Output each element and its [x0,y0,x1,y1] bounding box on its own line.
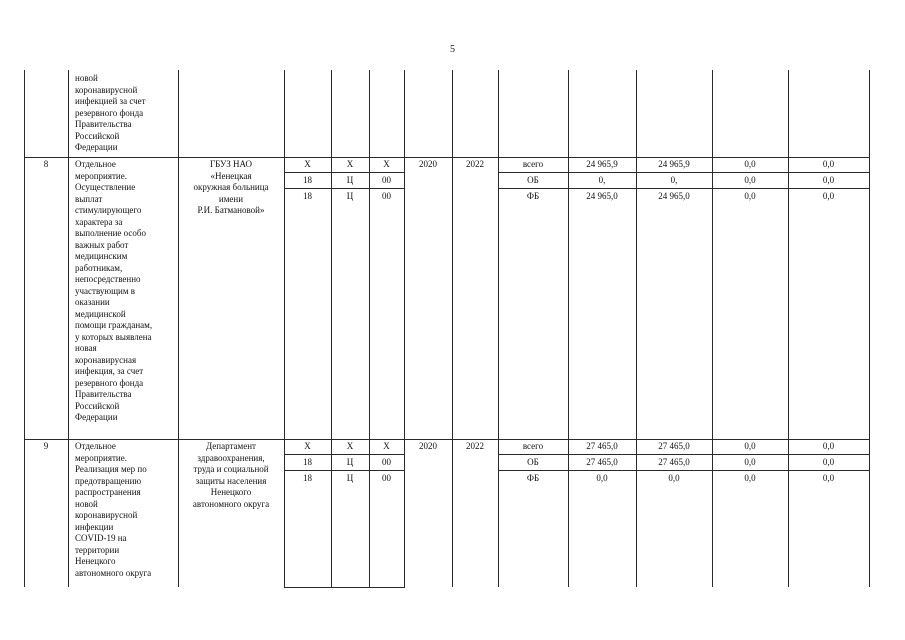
funding-amount: 0,0 [744,473,756,483]
measure-name-line: COVID-19 на [75,533,127,543]
measure-name-line: инфекции [75,521,114,532]
executor [180,159,282,217]
code-subrow-rule [284,454,405,455]
column-rule [452,70,453,587]
continuation-text-line: новой [75,73,98,83]
measure-name-line: оказании [75,297,110,307]
measure-name-line: у которых выявлена [75,331,152,342]
funding-amount: 24 965,9 [586,159,618,169]
budget-code: 00 [382,191,391,201]
funding-amount: 27 465,0 [658,441,690,451]
funding-source: всего [522,441,544,451]
column-rule [284,70,285,587]
funding-amount: 0,0 [822,159,835,169]
budget-code: 00 [382,473,391,483]
measure-name-line: коронавирусная [75,354,137,365]
funding-amount: 0,0 [822,457,835,467]
measure-name-line: коронавирусной [75,510,138,520]
funding-amount: 24 965,0 [586,191,618,201]
budget-code: Х [383,159,390,169]
funding-amount: 0,0 [822,191,835,201]
measure-name-line: медицинской [75,308,126,319]
executor-line: труда и социальной [193,464,269,474]
executor-line: «Ненецкая [210,170,252,181]
funding-source: всего [522,159,544,169]
measure-name-line: Федерации [75,412,118,422]
funding-amount: 0,0 [744,441,756,451]
measure-name-line: выплат [75,193,103,204]
funding-amount: 24 965,0 [658,191,690,201]
measure-name-line: автономного округа [75,567,152,578]
measure-name-line: Отдельное [75,159,116,169]
executor-line: имени [218,193,244,204]
budget-code: 18 [303,175,312,185]
continuation-text [75,73,175,154]
column-rule [68,70,69,587]
end-year: 2022 [466,441,484,451]
measure-name-line: новая [75,343,97,353]
column-rule [24,70,25,587]
executor-line: здравоохранения, [197,452,265,463]
finance-subrow-rule [498,454,870,455]
funding-amount: 0,0 [596,473,608,483]
code-subrow-rule [284,172,405,173]
column-rule [869,70,870,587]
measure-name [75,441,177,579]
measure-name [75,159,177,424]
continuation-text-line: коронавирусной [75,84,138,95]
funding-amount: 0,0 [744,457,756,467]
end-year: 2022 [466,159,484,169]
start-year: 2020 [419,159,437,169]
code-subrow-rule [284,188,405,189]
funding-amount: 24 965,9 [658,159,690,169]
column-rule [178,70,179,587]
page-number: 5 [450,44,455,55]
measure-name-line: Ненецкого [75,556,116,566]
code-subrow-rule [284,470,405,471]
code-bottom-rule [284,587,405,588]
funding-amount: 0,0 [822,473,835,483]
finance-subrow-rule [498,172,870,173]
measure-name-line: Правительства [75,389,132,399]
continuation-text-line: Правительства [75,119,132,129]
measure-name-line: участвующим в [75,285,136,296]
column-rule [498,70,499,587]
measure-name-line: Реализация мер по [75,464,147,474]
executor-line: окружная больница [193,182,269,192]
executor-line: Ненецкого [210,487,252,497]
funding-source: ФБ [526,191,540,201]
funding-amount: 0,0 [668,473,680,483]
budget-code: 18 [303,191,312,201]
budget-code: Ц [346,457,354,467]
funding-amount: 27 465,0 [586,441,618,451]
funding-amount: 0,0 [744,191,756,201]
measure-name-line: медицинским [75,251,128,261]
measure-name-line: предотвращению [75,475,142,486]
funding-amount: 0, [598,175,606,185]
measure-name-line: Отдельное [75,441,116,451]
budget-code: 18 [303,473,312,483]
column-rule [404,70,405,587]
column-rule [636,70,637,587]
budget-code: Х [346,159,354,169]
executor-line: Департамент [206,441,256,451]
measure-name-line: резервного фонда [75,377,144,388]
funding-amount: 0, [670,175,678,185]
budget-code: 00 [382,175,391,185]
executor-line: автономного округа [192,498,270,509]
executor-line: ГБУЗ НАО [209,159,253,169]
budget-code: Ц [346,175,354,185]
measure-name-line: Осуществление [75,182,136,192]
executor [180,441,282,510]
funding-amount: 27 465,0 [586,457,618,467]
continuation-text-line: инфекцией за счет [75,96,146,106]
finance-subrow-rule [498,188,870,189]
measure-name-line: характера за [75,216,123,227]
budget-code: 18 [303,457,312,467]
executor-line: защиты населения [195,475,267,486]
measure-name-line: инфекция, за счет [75,366,144,376]
row-number: 9 [43,441,49,451]
measure-name-line: выполнение особо [75,228,146,238]
budget-code: 00 [382,457,391,467]
measure-name-line: распространения [75,487,141,497]
measure-name-line: непосредственно [75,274,141,284]
funding-source: ОБ [527,457,539,467]
funding-source: ОБ [527,175,539,185]
funding-amount: 0,0 [822,441,835,451]
finance-subrow-rule [498,470,870,471]
measure-name-line: мероприятие. [75,452,127,463]
start-year: 2020 [419,441,437,451]
continuation-text-line: резервного фонда [75,107,144,118]
code-column-rule [369,70,370,587]
measure-name-line: Российской [75,400,120,411]
row-rule [24,439,870,440]
measure-name-line: мероприятие. [75,170,127,181]
continuation-text-line: Российской [75,130,120,141]
measure-name-line: помощи гражданам, [75,320,153,330]
measure-name-line: новой [75,498,98,509]
column-rule [788,70,789,587]
continuation-text-line: Федерации [75,142,118,152]
budget-code: Ц [346,191,354,201]
measure-name-line: важных работ [75,239,129,250]
column-rule [712,70,713,587]
measure-name-line: территории [75,544,120,555]
measure-name-line: стимулирующего [75,205,142,215]
budget-code: Х [346,441,354,451]
row-rule [24,157,870,158]
budget-code: Х [304,441,311,451]
code-column-rule [331,70,332,587]
budget-code: Х [383,441,390,451]
measure-name-line: работникам, [75,262,123,273]
funding-amount: 0,0 [744,175,756,185]
executor-line: Р.И. Батмановой» [197,205,265,215]
funding-amount: 0,0 [822,175,835,185]
budget-code: Х [304,159,311,169]
column-rule [568,70,569,587]
funding-source: ФБ [526,473,540,483]
funding-amount: 0,0 [744,159,756,169]
row-number: 8 [43,159,49,169]
budget-code: Ц [346,473,354,483]
funding-amount: 27 465,0 [658,457,690,467]
